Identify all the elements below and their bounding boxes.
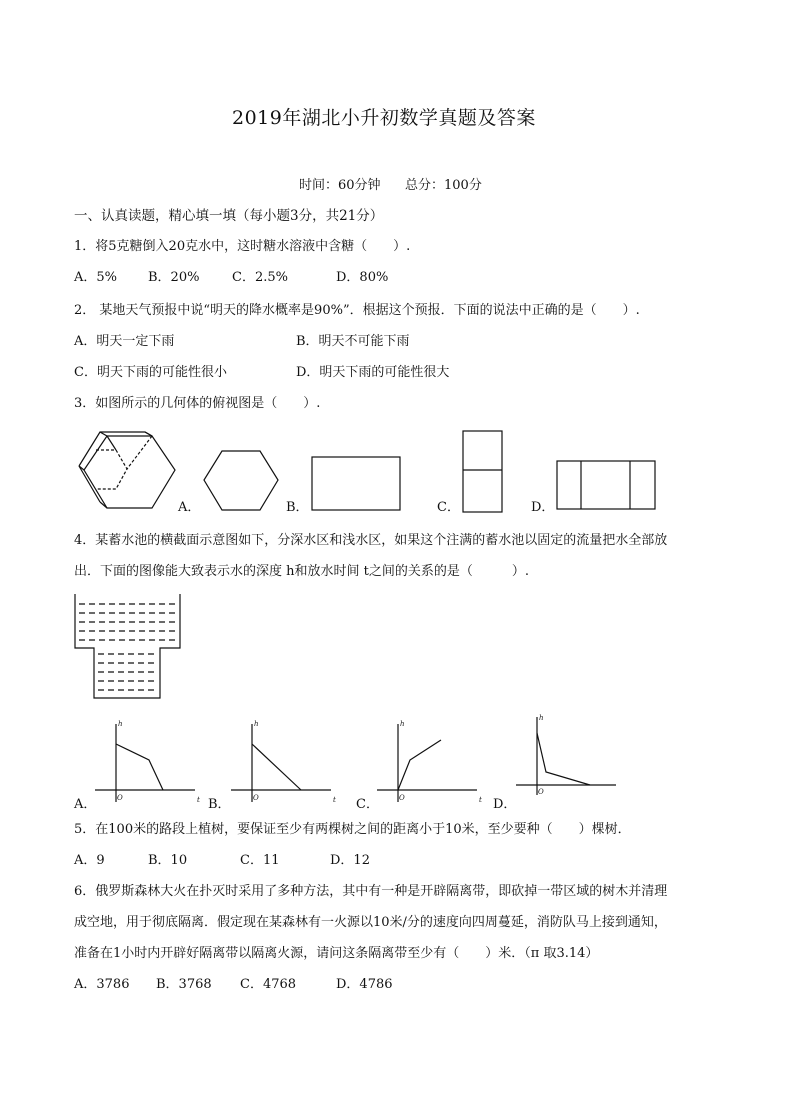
hexagon-view-figure bbox=[203, 450, 279, 512]
question-5-option-c: C．11 bbox=[240, 853, 280, 868]
question-2-option-b: B．明天不可能下雨 bbox=[296, 334, 410, 349]
section-heading: 一、认真读题，精心填一填（每小题3分，共21分） bbox=[74, 208, 384, 224]
question-4-stem-line1: 4．某蓄水池的横截面示意图如下，分深水区和浅水区，如果这个注满的蓄水池以固定的流量把水全部放 bbox=[74, 533, 668, 548]
svg-text:O: O bbox=[117, 794, 123, 802]
question-3-stem: 3．如图所示的几何体的俯视图是（ ）. bbox=[74, 396, 321, 411]
question-4-label-b: B． bbox=[208, 797, 231, 812]
question-4-label-c: C． bbox=[356, 797, 379, 812]
hexagonal-prism-figure bbox=[72, 430, 180, 512]
question-1-option-a: A．5% bbox=[74, 270, 118, 285]
svg-text:O: O bbox=[399, 794, 405, 802]
svg-text:t: t bbox=[197, 796, 200, 804]
svg-text:O: O bbox=[538, 788, 544, 796]
depth-time-graph-a bbox=[95, 720, 205, 805]
question-2-option-d: D．明天下雨的可能性很大 bbox=[296, 365, 450, 380]
question-1-option-c: C．2.5% bbox=[232, 270, 288, 285]
depth-time-graph-b bbox=[231, 720, 341, 805]
question-6-option-c: C．4768 bbox=[240, 977, 297, 992]
svg-text:h: h bbox=[400, 720, 405, 728]
question-6-option-b: B．3768 bbox=[156, 977, 212, 992]
svg-text:h: h bbox=[539, 714, 544, 722]
question-6-line1: 6．俄罗斯森林大火在扑灭时采用了多种方法，其中有一种是开辟隔离带，即砍掉一带区域的树木并清理 bbox=[74, 884, 668, 899]
exam-total-score: 总分：100分 bbox=[405, 178, 482, 193]
question-2-option-a: A．明天一定下雨 bbox=[74, 334, 175, 349]
depth-time-graph-d bbox=[516, 715, 626, 800]
svg-text:t: t bbox=[479, 796, 482, 804]
page-title: 2019年湖北小升初数学真题及答案 bbox=[232, 107, 536, 129]
tall-split-rectangle-figure bbox=[462, 430, 504, 514]
exam-time: 时间：60分钟 bbox=[299, 178, 381, 193]
svg-text:t: t bbox=[333, 796, 336, 804]
question-6-line2: 成空地，用于彻底隔离．假定现在某森林有一火源以10米/分的速度向四周蔓延，消防队马上接到通知， bbox=[74, 915, 667, 930]
svg-text:h: h bbox=[118, 720, 123, 728]
question-5-option-b: B．10 bbox=[148, 853, 188, 868]
question-4-stem-line2: 出．下面的图像能大致表示水的深度 h和放水时间 t之间的关系的是（ ）. bbox=[74, 564, 529, 579]
question-5-stem: 5．在100米的路段上植树，要保证至少有两棵树之间的距离小于10米，至少要种（ ）棵树． bbox=[74, 822, 631, 837]
question-6-option-d: D．4786 bbox=[336, 977, 393, 992]
rectangle-view-figure bbox=[311, 456, 401, 512]
depth-time-graph-c bbox=[377, 720, 487, 805]
question-4-label-a: A． bbox=[74, 797, 97, 812]
question-5-option-a: A．9 bbox=[74, 853, 105, 868]
question-5-option-d: D．12 bbox=[330, 853, 370, 868]
question-6-option-a: A．3786 bbox=[74, 977, 130, 992]
question-1-option-d: D．80% bbox=[336, 270, 389, 285]
svg-text:O: O bbox=[253, 794, 259, 802]
question-1-option-b: B．20% bbox=[148, 270, 200, 285]
question-1-stem: 1．将5克糖倒入20克水中，这时糖水溶液中含糖（ ）. bbox=[74, 239, 411, 254]
question-4-label-d: D． bbox=[493, 797, 517, 812]
question-3-label-d: D． bbox=[531, 500, 555, 515]
question-3-label-a: A． bbox=[178, 500, 201, 515]
question-2-stem: 2． 某地天气预报中说“明天的降水概率是90%”．根据这个预报．下面的说法中正确的是（ ）. bbox=[74, 303, 640, 318]
question-2-option-c: C．明天下雨的可能性很小 bbox=[74, 365, 227, 380]
svg-text:h: h bbox=[254, 720, 259, 728]
question-6-line3: 准备在1小时内开辟好隔离带以隔离火源，请问这条隔离带至少有（ ）米．（π 取3.14） bbox=[74, 946, 599, 961]
reservoir-cross-section-figure bbox=[74, 594, 182, 700]
question-3-label-b: B． bbox=[286, 500, 309, 515]
question-3-label-c: C． bbox=[437, 500, 460, 515]
three-column-rectangle-figure bbox=[556, 460, 656, 512]
